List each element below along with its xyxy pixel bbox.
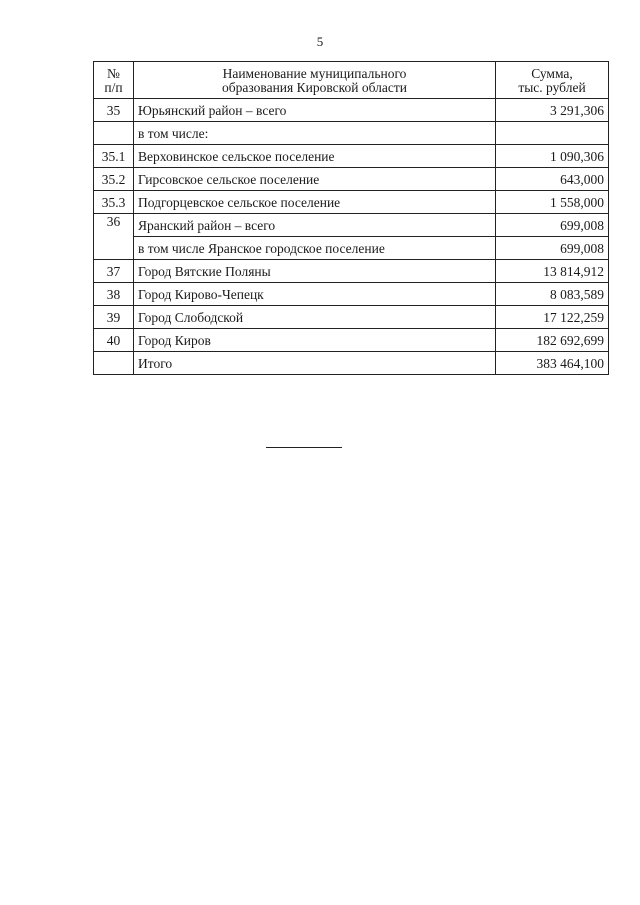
table-row [94,145,609,168]
row-number: 40 [94,329,134,352]
row-name: Город Кирово-Чепецк [134,283,496,306]
header-number-line2: п/п [104,79,123,95]
total-label: Итого [134,352,496,375]
header-sum [496,62,609,99]
row-name: Город Слободской [134,306,496,329]
table-row [94,168,609,191]
budget-table [93,61,609,375]
row-number: 38 [94,283,134,306]
table-row [94,191,609,214]
row-number: 35 [94,99,134,122]
row-number: 35.2 [94,168,134,191]
row-name: Юрьянский район – всего [134,99,496,122]
row-sum: 1 558,000 [496,191,609,214]
row-name: Верховинское сельское поселение [134,145,496,168]
row-number: 39 [94,306,134,329]
table-row [94,214,609,237]
row-number: 35.3 [94,191,134,214]
separator-line [266,447,342,448]
table-header-row [94,62,609,99]
row-number [94,122,134,145]
row-sum: 8 083,589 [496,283,609,306]
row-sum: 3 291,306 [496,99,609,122]
row-sum: 643,000 [496,168,609,191]
table-row [94,306,609,329]
row-sum: 1 090,306 [496,145,609,168]
row-name: Гирсовское сельское поселение [134,168,496,191]
table-row [94,237,609,260]
row-sum [496,122,609,145]
row-name: Яранский район – всего [134,214,496,237]
header-name-line1: Наименование муниципального [222,65,407,81]
row-number: 36 [94,214,134,260]
row-sum: 699,008 [496,237,609,260]
header-number [94,62,134,99]
header-name [134,62,496,99]
table-row [94,99,609,122]
row-sum: 17 122,259 [496,306,609,329]
row-name: в том числе Яранское городское поселение [134,237,496,260]
row-sum: 182 692,699 [496,329,609,352]
row-name: Подгорцевское сельское поселение [134,191,496,214]
table-row [94,329,609,352]
header-number-line1: № [107,65,120,81]
row-number: 35.1 [94,145,134,168]
row-name: Город Киров [134,329,496,352]
row-name: в том числе: [134,122,496,145]
header-sum-line2: тыс. рублей [518,79,586,95]
row-number [94,352,134,375]
table-row [94,260,609,283]
row-name: Город Вятские Поляны [134,260,496,283]
header-sum-line1: Сумма, [531,65,573,81]
row-number: 37 [94,260,134,283]
total-sum: 383 464,100 [496,352,609,375]
header-name-line2: образования Кировской области [222,79,407,95]
row-sum: 699,008 [496,214,609,237]
page-number: 5 [316,34,324,49]
table-total-row [94,352,609,375]
row-sum: 13 814,912 [496,260,609,283]
table-row [94,122,609,145]
table-row [94,283,609,306]
